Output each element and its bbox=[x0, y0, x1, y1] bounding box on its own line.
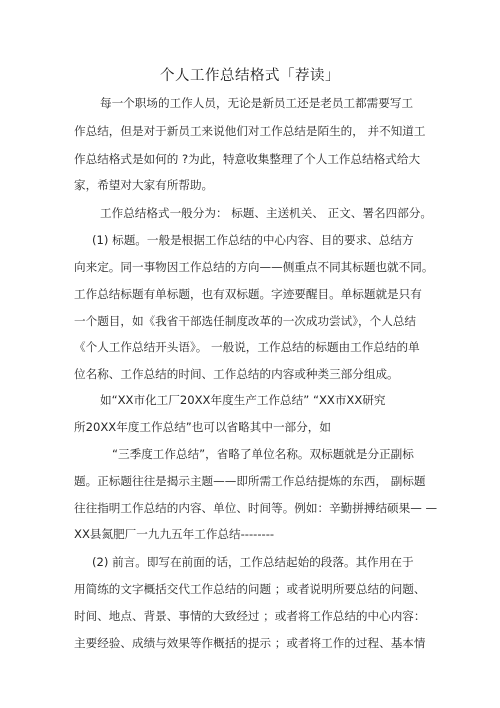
body-line: 题。正标题往往是揭示主题——即所需工作总结提炼的东西， 副标题 bbox=[74, 474, 426, 488]
body-line: 《个人工作总结开头语》。 一般说，工作总结的标题由工作总结的单 bbox=[74, 340, 420, 354]
body-line: (1) 标题。一般是根据工作总结的中心内容、目的要求、总结方 bbox=[92, 233, 414, 247]
body-line: 用简练的文字概括交代工作总结的问题 ；或者说明所要总结的问题、 bbox=[74, 582, 426, 596]
body-line: XX县氮肥厂一九九五年工作总结-------- bbox=[74, 527, 275, 541]
body-line: 每一个职场的工作人员，无论是新员工还是老员工都需要写工 bbox=[100, 96, 414, 110]
body-line: (2) 前言。即写在前面的话，工作总结起始的段落。其作用在于 bbox=[92, 555, 414, 569]
body-line: 工作总结格式一般分为： 标题、主送机关、 正文、署名四部分。 bbox=[100, 206, 432, 220]
body-line: 向来定。同一事物因工作总结的方向——侧重点不同其标题也就不同。 bbox=[74, 260, 434, 274]
body-line: 作总结，但是对于新员工来说他们对工作总结是陌生的， 并不知道工 bbox=[74, 124, 426, 138]
body-line: 往往指明工作总结的内容、单位、时间等。例如：辛勤拼搏结硕果— — bbox=[74, 501, 438, 515]
body-line: 工作总结标题有单标题，也有双标题。字迹要醒目。单标题就是只有 bbox=[74, 287, 422, 301]
body-line: 位名称、工作总结的时间、工作总结的内容或种类三部分组成。 bbox=[74, 367, 399, 381]
body-line: 主要经验、成绩与效果等作概括的提示 ；或者将工作的过程、基本情 bbox=[74, 636, 426, 650]
body-line: 所20XX年度工作总结”也可以省略其中一部分，如 bbox=[74, 420, 331, 434]
body-line: “三季度工作总结”，省略了单位名称。双标题就是分正副标 bbox=[112, 447, 414, 461]
body-line: 家，希望对大家有所帮助。 bbox=[74, 178, 214, 192]
body-line: 时间、地点、背景、事情的大致经过 ；或者将工作总结的中心内容： bbox=[74, 609, 426, 623]
body-line: 作总结格式是如何的 ?为此，特意收集整理了个人工作总结格式给大 bbox=[74, 152, 421, 166]
document-title: 个人工作总结格式「荐读」 bbox=[160, 68, 340, 84]
body-line: 如“XX市化工厂20XX年度生产工作总结” “XX市XX研究 bbox=[100, 393, 386, 407]
body-line: 一个题目，如《我省干部选任制度改革的一次成功尝试》，个人总结 bbox=[74, 314, 417, 328]
